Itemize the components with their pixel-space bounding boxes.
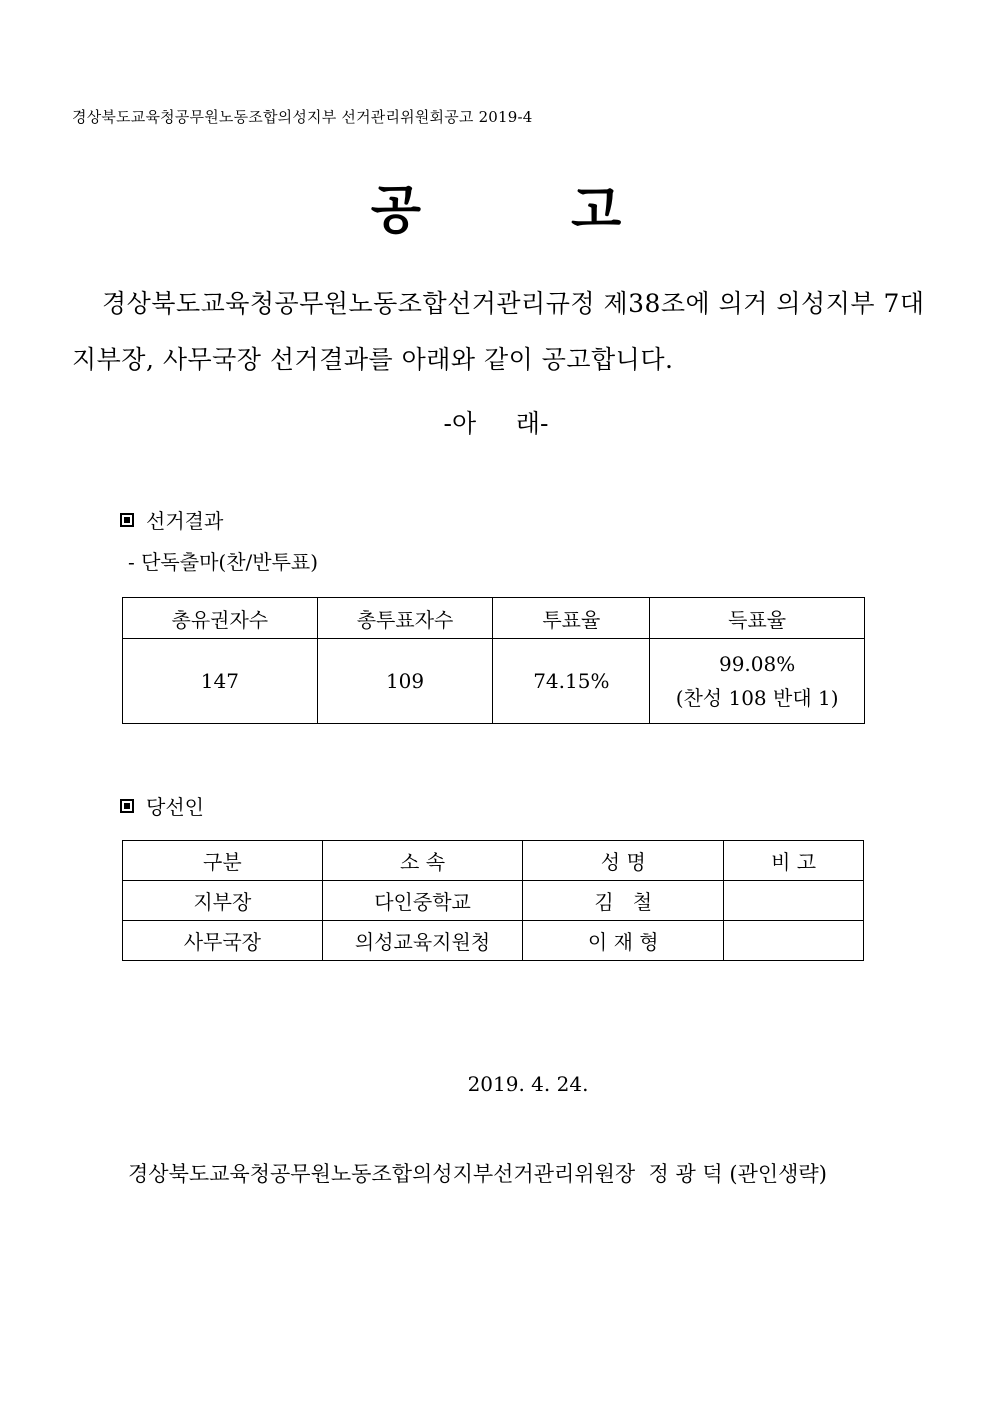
winners-table [122,840,864,961]
table-header-row [123,841,864,881]
cell-eligible-voters: 147 [123,639,318,724]
below-marker: -아 래- [443,409,549,438]
header-total-voters: 총투표자수 [317,598,493,639]
cell-total-voters: 109 [317,639,493,724]
cell-vote-rate [650,639,865,724]
cell-note [724,881,864,921]
election-results-table [122,597,865,724]
section-election-results-label: 선거결과 [146,509,224,533]
notice-body: 경상북도교육청공무원노동조합선거관리규정 제38조에 의거 의성지부 7대 지부장, 사무국장 선거결과를 아래와 같이 공고합니다. [72,289,925,374]
header-vote-rate: 득표율 [650,598,865,639]
title-char-2: 고 [571,180,622,241]
cell-name: 김 철 [523,881,724,921]
header-position: 구분 [123,841,323,881]
filled-square-icon [120,799,134,813]
header-eligible-voters: 총유권자수 [123,598,318,639]
filled-square-icon [120,513,134,527]
table-row [123,921,864,961]
cell-note [724,921,864,961]
title-char-1: 공 [370,180,421,241]
header-turnout: 투표율 [493,598,650,639]
cell-position: 지부장 [123,881,323,921]
header-affiliation: 소 속 [322,841,523,881]
table-header-row [123,598,865,639]
header-name: 성 명 [523,841,724,881]
single-candidate-note: - 단독출마(찬/반투표) [128,550,319,574]
section-winners [120,791,204,820]
vote-rate-value: 99.08% [718,652,796,676]
table-row [123,881,864,921]
section-election-results [120,505,223,534]
cell-affiliation: 다인중학교 [322,881,523,921]
notice-number: 경상북도교육청공무원노동조합의성지부 선거관리위원회공고 2019-4 [72,108,533,126]
cell-turnout: 74.15% [493,639,650,724]
vote-rate-detail: (찬성 108 반대 1) [675,686,839,710]
cell-affiliation: 의성교육지원청 [322,921,523,961]
cell-name: 이 재 형 [523,921,724,961]
notice-date: 2019. 4. 24. [467,1072,589,1096]
section-winners-label: 당선인 [146,795,204,819]
header-note: 비 고 [724,841,864,881]
table-row [123,639,865,724]
page-title [0,168,992,243]
cell-position: 사무국장 [123,921,323,961]
signature-line: 경상북도교육청공무원노동조합의성지부선거관리위원장 정 광 덕 (관인생략) [128,1162,827,1186]
